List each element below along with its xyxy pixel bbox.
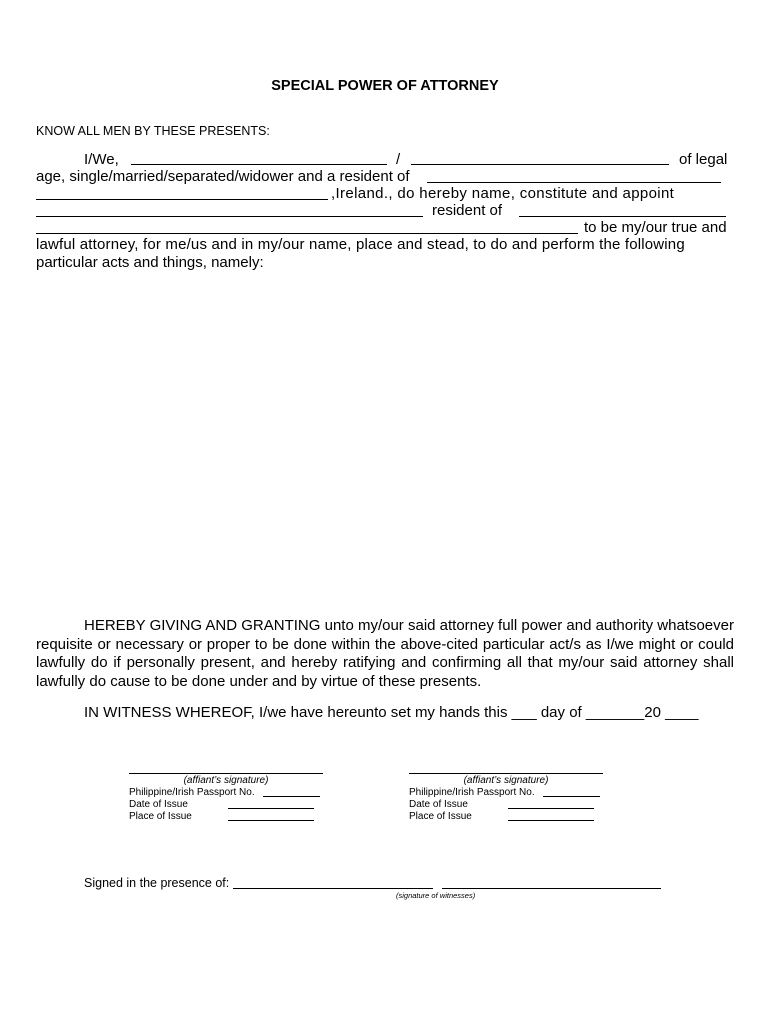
attorney-residence-field[interactable] xyxy=(519,216,726,217)
particular-acts-text: particular acts and things, namely: xyxy=(36,254,264,271)
affiant-signature-line[interactable] xyxy=(409,773,603,774)
granting-paragraph: HEREBY GIVING AND GRANTING unto my/our said attorney full power and authority whatsoever requisite or necessary or proper to be done within the above-cited particular act/s as I/we might or could lawfully do if personally present, and hereby ratifying and confirming all that my/our said attorney shall lawfully do cause to be done under and by virtue of these presents. xyxy=(36,617,734,690)
attorney-address-field[interactable] xyxy=(36,233,578,234)
place-of-issue-field[interactable] xyxy=(508,820,594,821)
witness-signature-line-2[interactable] xyxy=(442,888,661,889)
name-field-2[interactable] xyxy=(411,164,669,165)
affiant-signature-line[interactable] xyxy=(129,773,323,774)
passport-label: Philippine/Irish Passport No. xyxy=(129,787,255,798)
place-of-issue-label: Place of Issue xyxy=(129,811,192,822)
lawful-attorney-text: lawful attorney, for me/us and in my/our name, place and stead, to do and perform the following xyxy=(36,236,685,253)
attorney-name-field[interactable] xyxy=(36,216,423,217)
passport-field[interactable] xyxy=(263,796,320,797)
intro-text: KNOW ALL MEN BY THESE PRESENTS: xyxy=(36,124,270,138)
place-of-issue-label: Place of Issue xyxy=(409,811,472,822)
place-of-issue-field[interactable] xyxy=(228,820,314,821)
residence-field[interactable] xyxy=(427,182,721,183)
date-of-issue-field[interactable] xyxy=(508,808,594,809)
age-status-text: age, single/married/separated/widower and a resident of xyxy=(36,168,410,185)
passport-label: Philippine/Irish Passport No. xyxy=(409,787,535,798)
witness-signature-caption: (signature of witnesses) xyxy=(396,891,476,900)
resident-of-label: resident of xyxy=(432,202,503,219)
slash-label: / xyxy=(396,151,401,168)
name-field-1[interactable] xyxy=(131,164,387,165)
date-of-issue-field[interactable] xyxy=(228,808,314,809)
city-field[interactable] xyxy=(36,199,328,200)
affiant-signature-caption: (affiant’s signature) xyxy=(463,775,549,786)
true-and-text: to be my/our true and xyxy=(584,219,727,236)
iwe-label: I/We, xyxy=(84,151,119,168)
witness-signature-line-1[interactable] xyxy=(233,888,433,889)
passport-field[interactable] xyxy=(543,796,600,797)
date-of-issue-label: Date of Issue xyxy=(409,799,468,810)
date-of-issue-label: Date of Issue xyxy=(129,799,188,810)
affiant-signature-caption: (affiant’s signature) xyxy=(183,775,269,786)
ireland-appoint-text: ,Ireland., do hereby name, constitute and appoint xyxy=(331,185,675,202)
document-title: SPECIAL POWER OF ATTORNEY xyxy=(271,78,499,94)
signed-presence-text: Signed in the presence of: xyxy=(84,876,230,890)
witness-whereof-text: IN WITNESS WHEREOF, I/we have hereunto set my hands this ___ day of _______20 ____ xyxy=(84,704,699,721)
of-legal-label: of legal xyxy=(679,151,728,168)
